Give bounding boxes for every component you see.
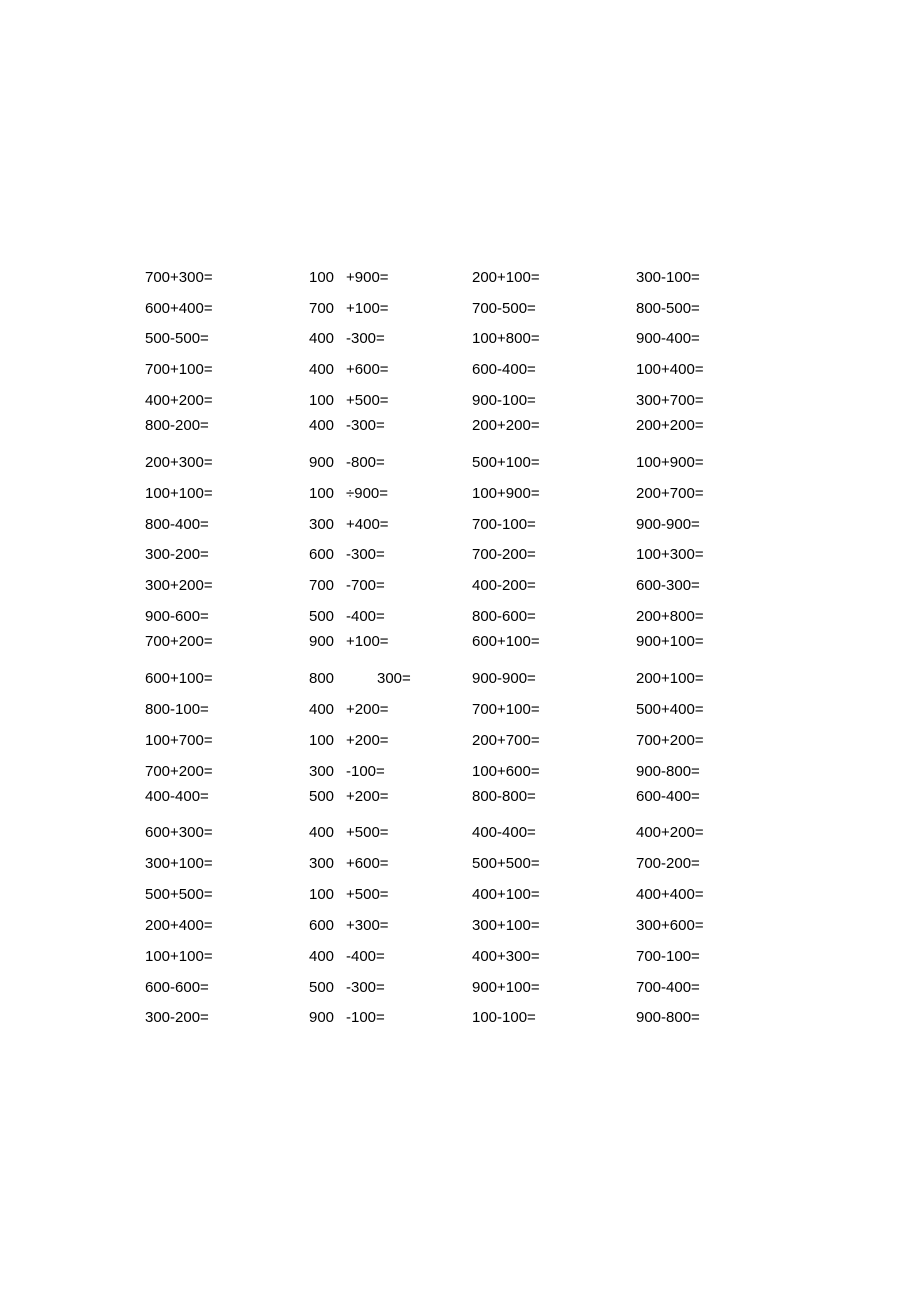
problem-col4: 300+600= — [636, 917, 704, 934]
problem-col1: 300+200= — [145, 577, 213, 594]
problem-row — [0, 947, 920, 967]
problem-col1: 300-200= — [145, 546, 209, 563]
problem-col2-rest: +500= — [346, 392, 389, 409]
problem-col2-rest: +500= — [346, 886, 389, 903]
problem-col3: 700-200= — [472, 546, 536, 563]
problem-col1: 500+500= — [145, 886, 213, 903]
problem-col2-number: 400 — [309, 361, 335, 378]
problem-col2-rest: -100= — [346, 763, 385, 780]
problem-col1: 700+200= — [145, 633, 213, 650]
problem-col1: 700+100= — [145, 361, 213, 378]
problem-col2-rest: +200= — [346, 788, 389, 805]
problem-col3: 400-400= — [472, 824, 536, 841]
problem-col3: 500+500= — [472, 855, 540, 872]
problem-col1: 100+100= — [145, 485, 213, 502]
problem-col2-number: 500 — [309, 608, 335, 625]
problem-col2-rest: -700= — [346, 577, 385, 594]
problem-col3: 400+100= — [472, 886, 540, 903]
problem-col4: 400+200= — [636, 824, 704, 841]
problem-col4: 300+700= — [636, 392, 704, 409]
problem-col3: 400-200= — [472, 577, 536, 594]
problem-col1: 700+200= — [145, 763, 213, 780]
problem-col2-number: 400 — [309, 948, 335, 965]
problem-col3: 500+100= — [472, 454, 540, 471]
problem-col1: 800-100= — [145, 701, 209, 718]
problem-row — [0, 787, 920, 807]
problem-col4: 800-500= — [636, 300, 700, 317]
problem-col2-number: 300 — [309, 516, 335, 533]
problem-col3: 900+100= — [472, 979, 540, 996]
problem-col2-rest: -800= — [346, 454, 385, 471]
problem-col2-rest: ÷900= — [346, 485, 389, 502]
problem-col3: 200+700= — [472, 732, 540, 749]
problem-col1: 700+300= — [145, 269, 213, 286]
problem-col2-rest: -300= — [346, 417, 385, 434]
problem-row — [0, 268, 920, 288]
problem-row — [0, 416, 920, 436]
problem-col4: 700-200= — [636, 855, 700, 872]
problem-col2-rest: +600= — [346, 361, 389, 378]
problem-col2-number: 900 — [309, 454, 335, 471]
problem-col3: 300+100= — [472, 917, 540, 934]
problem-row — [0, 854, 920, 874]
problem-col4: 500+400= — [636, 701, 704, 718]
problem-col4: 900+100= — [636, 633, 704, 650]
problem-col2-rest: -400= — [346, 608, 385, 625]
problem-row — [0, 885, 920, 905]
problem-row — [0, 669, 920, 689]
problem-col3: 100+800= — [472, 330, 540, 347]
problem-row — [0, 762, 920, 782]
problem-col4: 600-300= — [636, 577, 700, 594]
problem-row — [0, 700, 920, 720]
problem-col2-number: 900 — [309, 1009, 335, 1026]
problem-col2-number: 400 — [309, 824, 335, 841]
problem-col1: 800-400= — [145, 516, 209, 533]
problem-col1: 300+100= — [145, 855, 213, 872]
problem-col2-rest: -300= — [346, 330, 385, 347]
problem-col3: 900-100= — [472, 392, 536, 409]
problem-row — [0, 978, 920, 998]
problem-col1: 600+100= — [145, 670, 213, 687]
problem-col2-number: 400 — [309, 330, 335, 347]
problem-row — [0, 453, 920, 473]
problem-col2-number: 100 — [309, 392, 335, 409]
problem-row — [0, 329, 920, 349]
problem-col2-number: 100 — [309, 485, 335, 502]
problem-col4: 900-900= — [636, 516, 700, 533]
problem-col3: 100-100= — [472, 1009, 536, 1026]
problem-col1: 400-400= — [145, 788, 209, 805]
problem-col4: 700-400= — [636, 979, 700, 996]
problem-row — [0, 576, 920, 596]
problem-col2-number: 300 — [309, 855, 335, 872]
problem-row — [0, 360, 920, 380]
problem-col3: 600+100= — [472, 633, 540, 650]
problem-col2-number: 700 — [309, 577, 335, 594]
problem-col1: 600+300= — [145, 824, 213, 841]
problem-col2-number: 500 — [309, 788, 335, 805]
problem-col1: 400+200= — [145, 392, 213, 409]
problem-col2-rest: -400= — [346, 948, 385, 965]
problem-col4: 200+200= — [636, 417, 704, 434]
problem-col2-number: 400 — [309, 417, 335, 434]
problem-col4: 300-100= — [636, 269, 700, 286]
problem-col3: 200+200= — [472, 417, 540, 434]
problem-col2-rest: +500= — [346, 824, 389, 841]
problem-col2-number: 100 — [309, 732, 335, 749]
problem-col1: 200+400= — [145, 917, 213, 934]
problem-col2-number: 300 — [309, 763, 335, 780]
problem-col2-rest: +300= — [346, 917, 389, 934]
problem-col3: 800-600= — [472, 608, 536, 625]
problem-col3: 100+600= — [472, 763, 540, 780]
problem-row — [0, 545, 920, 565]
problem-row — [0, 484, 920, 504]
problem-col1: 300-200= — [145, 1009, 209, 1026]
problem-row — [0, 299, 920, 319]
problem-col2-number: 600 — [309, 917, 335, 934]
problem-col2-rest: -100= — [346, 1009, 385, 1026]
problem-col2-rest: 300= — [377, 670, 411, 687]
problem-col2-rest: +100= — [346, 300, 389, 317]
problem-col1: 600-600= — [145, 979, 209, 996]
problem-col3: 600-400= — [472, 361, 536, 378]
problem-col3: 900-900= — [472, 670, 536, 687]
problem-row — [0, 632, 920, 652]
problem-row — [0, 823, 920, 843]
problem-col2-number: 900 — [309, 633, 335, 650]
problem-col1: 200+300= — [145, 454, 213, 471]
problem-col2-rest: +900= — [346, 269, 389, 286]
problem-col3: 100+900= — [472, 485, 540, 502]
problem-col2-rest: +200= — [346, 701, 389, 718]
problem-col2-number: 800 — [309, 670, 335, 687]
problem-col3: 400+300= — [472, 948, 540, 965]
problem-col1: 100+700= — [145, 732, 213, 749]
problem-col2-rest: +600= — [346, 855, 389, 872]
problem-col3: 700-500= — [472, 300, 536, 317]
problem-row — [0, 515, 920, 535]
problem-col2-number: 400 — [309, 701, 335, 718]
problem-row — [0, 916, 920, 936]
problem-col1: 900-600= — [145, 608, 209, 625]
problem-col2-rest: -300= — [346, 546, 385, 563]
problem-col4: 700-100= — [636, 948, 700, 965]
problem-col4: 900-800= — [636, 763, 700, 780]
problem-col2-number: 100 — [309, 886, 335, 903]
problem-col2-number: 700 — [309, 300, 335, 317]
problem-col3: 700-100= — [472, 516, 536, 533]
problem-col1: 600+400= — [145, 300, 213, 317]
problem-col3: 700+100= — [472, 701, 540, 718]
problem-col4: 900-800= — [636, 1009, 700, 1026]
problem-col2-number: 100 — [309, 269, 335, 286]
problem-col2-number: 600 — [309, 546, 335, 563]
problem-col4: 400+400= — [636, 886, 704, 903]
problem-row — [0, 391, 920, 411]
problem-row — [0, 607, 920, 627]
problem-col3: 800-800= — [472, 788, 536, 805]
problem-col4: 200+100= — [636, 670, 704, 687]
problem-col4: 900-400= — [636, 330, 700, 347]
problem-col4: 100+400= — [636, 361, 704, 378]
problem-col2-rest: +200= — [346, 732, 389, 749]
problem-col1: 500-500= — [145, 330, 209, 347]
problem-col1: 800-200= — [145, 417, 209, 434]
problem-col2-rest: +100= — [346, 633, 389, 650]
problem-col4: 700+200= — [636, 732, 704, 749]
problem-col4: 200+800= — [636, 608, 704, 625]
problem-row — [0, 731, 920, 751]
problem-col2-rest: +400= — [346, 516, 389, 533]
problem-col2-rest: -300= — [346, 979, 385, 996]
problem-col4: 200+700= — [636, 485, 704, 502]
problem-col1: 100+100= — [145, 948, 213, 965]
problem-col4: 600-400= — [636, 788, 700, 805]
problem-row — [0, 1008, 920, 1028]
problem-col4: 100+900= — [636, 454, 704, 471]
problem-col4: 100+300= — [636, 546, 704, 563]
problem-col2-number: 500 — [309, 979, 335, 996]
problem-col3: 200+100= — [472, 269, 540, 286]
